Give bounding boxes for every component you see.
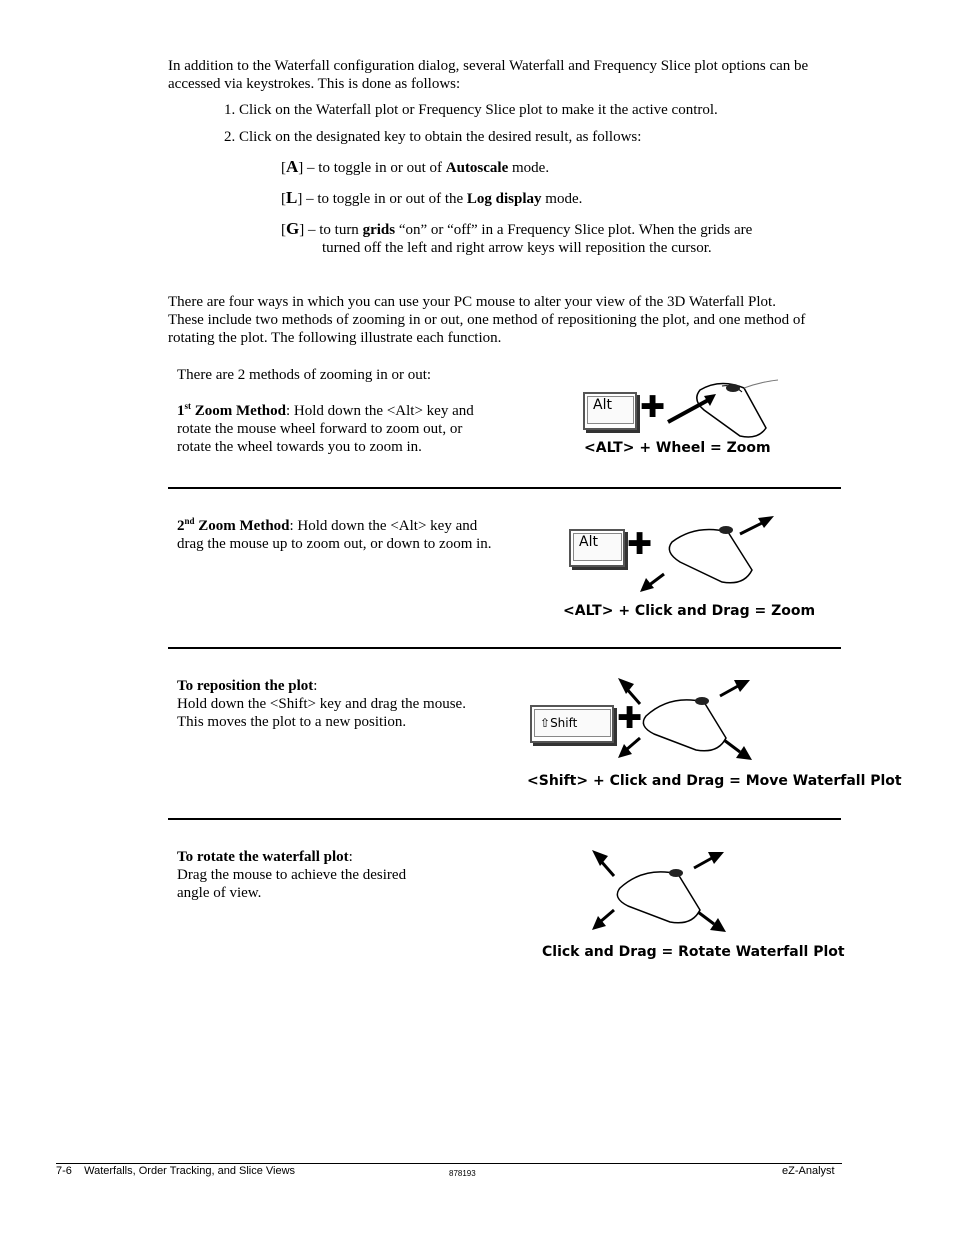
zoom1-title: Zoom Method [191, 403, 286, 419]
reposition-description [177, 677, 466, 731]
step-1: 1. Click on the Waterfall plot or Frequency Slice plot to make it the active control. [224, 102, 718, 118]
key-a-item: [A] – to toggle in or out of Autoscale mode. [281, 157, 550, 176]
zoom-intro: There are 2 methods of zooming in or out: [177, 367, 432, 383]
key-g-letter: G [286, 219, 300, 238]
alt-key-label-1: Alt [587, 396, 634, 424]
zoom2-description [177, 517, 492, 553]
reposition-title: To reposition the plot [177, 678, 314, 694]
divider-2 [168, 647, 841, 649]
zoom1-caption: <ALT> + Wheel = Zoom [584, 440, 771, 456]
zoom2-num: 2 [177, 518, 185, 534]
zoom2-caption: <ALT> + Click and Drag = Zoom [563, 603, 816, 619]
key-l-letter: L [286, 188, 298, 207]
key-a-pre: ] – to toggle in or out of [298, 160, 446, 176]
mouse-wheel-icon [660, 376, 785, 442]
zoom1-text-2: rotate the mouse wheel forward to zoom out, or [177, 421, 463, 437]
zoom2-sup: nd [184, 516, 195, 526]
rotate-description [177, 848, 406, 902]
zoom2-text-1: : Hold down the <Alt> key and [289, 518, 478, 534]
shift-key-label: Shift [550, 716, 578, 730]
key-g-pre: ] – to turn [299, 222, 363, 238]
alt-key-label-2: Alt [573, 533, 622, 561]
intro-line-1: In addition to the Waterfall configuration dialog, several Waterfall and Frequency Slice plot options can be [168, 58, 809, 74]
key-l-item: [L] – to toggle in or out of the Log display mode. [281, 188, 583, 207]
alt-key-image-1 [583, 392, 637, 430]
zoom2-text-2: drag the mouse up to zoom out, or down to zoom in. [177, 536, 492, 552]
step-2: 2. Click on the designated key to obtain the desired result, as follows: [224, 129, 642, 145]
mouse-intro-paragraph [168, 293, 805, 347]
footer-right: eZ-Analyst [782, 1165, 835, 1177]
plus-icon-3: ✚ [617, 701, 643, 736]
alt-key-image-2 [569, 529, 625, 567]
key-l-pre: ] – to toggle in or out of the [297, 191, 467, 207]
mouse-move-icon [614, 674, 760, 764]
rotate-caption: Click and Drag = Rotate Waterfall Plot [542, 944, 845, 960]
zoom1-text-3: rotate the wheel towards you to zoom in. [177, 439, 422, 455]
zoom1-text-1: : Hold down the <Alt> key and [286, 403, 474, 419]
reposition-caption: <Shift> + Click and Drag = Move Waterfall Plot [527, 773, 902, 789]
key-g-line-2: turned off the left and right arrow keys will reposition the cursor. [322, 240, 712, 256]
intro-line-2: accessed via keystrokes. This is done as follows: [168, 76, 461, 92]
key-l-post: mode. [541, 191, 583, 207]
shift-key-cap [534, 709, 611, 737]
reposition-colon: : [313, 678, 318, 694]
shift-key-image [530, 705, 614, 743]
mouse-intro-line-2: These include two methods of zooming in or out, one method of repositioning the plot, and one method of [168, 312, 806, 328]
footer-left: 7-6 Waterfalls, Order Tracking, and Slice Views [56, 1165, 296, 1177]
zoom1-description [177, 402, 474, 456]
rotate-title: To rotate the waterfall plot [177, 849, 349, 865]
rotate-text-2: angle of view. [177, 885, 262, 901]
reposition-text-1: Hold down the <Shift> key and drag the mouse. [177, 696, 466, 712]
intro-paragraph [168, 57, 808, 93]
mouse-drag-zoom-icon [636, 512, 781, 596]
mouse-rotate-icon [588, 846, 734, 936]
rotate-colon: : [348, 849, 353, 865]
key-a-letter: A [286, 157, 299, 176]
rotate-text-1: Drag the mouse to achieve the desired [177, 867, 407, 883]
key-a-post: mode. [508, 160, 550, 176]
divider-3 [168, 818, 841, 820]
key-g-item: [G] – to turn grids “on” or “off” in a Frequency Slice plot. When the grids are [281, 219, 753, 238]
plus-icon-2: ✚ [627, 527, 653, 562]
key-l-bold: Log display [466, 191, 542, 207]
zoom2-title: Zoom Method [194, 518, 290, 534]
footer-center: 878193 [449, 1169, 476, 1178]
mouse-intro-line-1: There are four ways in which you can use your PC mouse to alter your view of the 3D Waterfall Plot. [168, 294, 776, 310]
key-a-bold: Autoscale [445, 160, 509, 176]
divider-1 [168, 487, 841, 489]
zoom1-sup: st [184, 401, 191, 411]
key-g-bold: grids [362, 222, 396, 238]
reposition-text-2: This moves the plot to a new position. [177, 714, 407, 730]
shift-arrow-icon: ⇧ [540, 716, 551, 730]
key-g-post: “on” or “off” in a Frequency Slice plot. When the grids are [395, 222, 753, 238]
reposition-caption-clip [527, 773, 902, 789]
plus-icon-1: ✚ [640, 390, 666, 425]
mouse-intro-line-3: rotating the plot. The following illustrate each function. [168, 330, 502, 346]
footer-rule [56, 1163, 842, 1164]
zoom1-num: 1 [177, 403, 185, 419]
